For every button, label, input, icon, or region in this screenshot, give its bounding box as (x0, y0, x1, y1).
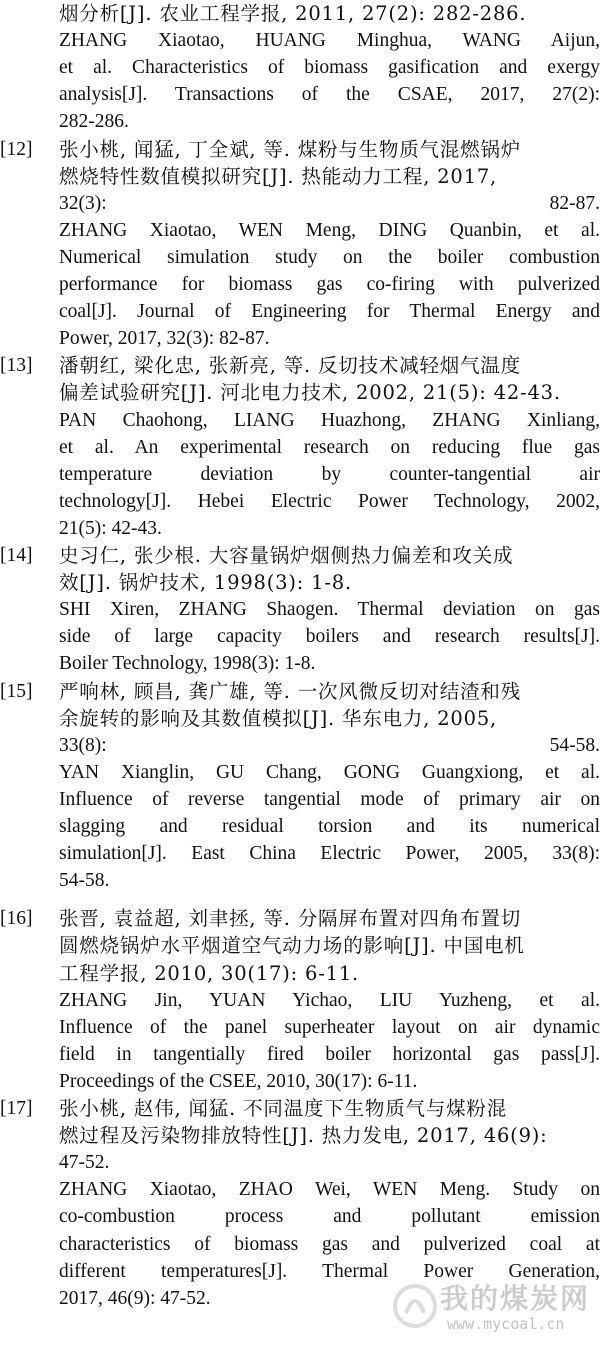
reference-line: 燃烧特性数值模拟研究[J]. 热能动力工程, 2017, (59, 164, 498, 188)
reference-line: co-combustion process and pollutant emission (59, 1206, 600, 1228)
reference-line: 21(5): 42-43. (59, 517, 162, 539)
reference-number: [15] (0, 680, 33, 702)
reference-line: ZHANG Xiaotao, ZHAO Wei, WEN Meng. Study on (59, 1179, 600, 1201)
reference-line: Proceedings of the CSEE, 2010, 30(17): 6-11. (59, 1070, 418, 1092)
reference-line: PAN Chaohong, LIANG Huazhong, ZHANG Xinliang, (59, 409, 600, 431)
reference-line: technology[J]. Hebei Electric Power Technology, 2002, (59, 490, 600, 512)
reference-number: [14] (0, 545, 33, 566)
reference-number: [12] (0, 138, 33, 160)
reference-line: simulation[J]. East China Electric Power, 2005, 33(8): (59, 843, 600, 865)
reference-line: coal[J]. Journal of Engineering for Thermal Energy and (59, 301, 600, 323)
reference-line: side of large capacity boilers and research results[J]. (59, 626, 600, 648)
reference-line: 效[J]. 锅炉技术, 1998(3): 1-8. (59, 571, 352, 595)
reference-line: Numerical simulation study on the boiler combustion (59, 246, 600, 268)
reference-line: 张小桃, 赵伟, 闻猛. 不同温度下生物质气与煤粉混 (59, 1097, 507, 1120)
reference-number: [13] (0, 355, 33, 377)
reference-line: YAN Xianglin, GU Chang, GONG Guangxiong, et al. (59, 761, 600, 783)
reference-line: 余旋转的影响及其数值模拟[J]. 华东电力, 2005, (59, 706, 498, 730)
reference-line: 张小桃, 闻猛, 丁全斌, 等. 煤粉与生物质气混燃锅炉 (59, 137, 521, 161)
reference-line: ZHANG Xiaotao, HUANG Minghua, WANG Aijun, (59, 30, 600, 52)
reference-line: 工程学报, 2010, 30(17): 6-11. (59, 961, 360, 985)
reference-line: 2017, 46(9): 47-52. (59, 1287, 211, 1309)
reference-number: [16] (0, 908, 33, 930)
reference-line: 严响林, 顾昌, 龚广雄, 等. 一次风微反切对结渣和残 (59, 679, 521, 703)
reference-line: 史习仁, 张少根. 大容量锅炉烟侧热力偏差和攻关成 (59, 544, 514, 567)
reference-line: SHI Xiren, ZHANG Shaogen. Thermal deviation on gas (59, 599, 600, 621)
reference-line: Power, 2017, 32(3): 82-87. (59, 328, 270, 350)
reference-line: different temperatures[J]. Thermal Power Generation, (59, 1260, 600, 1282)
reference-line: et al. An experimental research on reducing flue gas (59, 436, 600, 458)
reference-line: 32(3): 82-87. (59, 192, 600, 214)
reference-line: temperature deviation by counter-tangential air (59, 463, 600, 485)
mycoal-logo-icon (392, 1283, 438, 1329)
reference-line: 张晋, 袁益超, 刘聿拯, 等. 分隔屏布置对四角布置切 (59, 907, 521, 931)
reference-line: Boiler Technology, 1998(3): 1-8. (59, 653, 316, 675)
reference-line: 圆燃烧锅炉水平烟道空气动力场的影响[J]. 中国电机 (59, 934, 525, 958)
reference-line: ZHANG Jin, YUAN Yichao, LIU Yuzheng, et al. (59, 989, 600, 1011)
reference-line: 33(8): 54-58. (59, 734, 600, 756)
reference-line: 54-58. (59, 870, 110, 892)
reference-line: 燃过程及污染物排放特性[J]. 热力发电, 2017, 46(9): (59, 1124, 548, 1148)
reference-line: slagging and residual torsion and its numerical (59, 816, 600, 837)
reference-line: et al. Characteristics of biomass gasification and exergy (59, 57, 600, 79)
reference-line: 偏差试验研究[J]. 河北电力技术, 2002, 21(5): 42-43. (59, 381, 561, 405)
reference-line: 282-286. (59, 111, 129, 133)
reference-line: Influence of reverse tangential mode of primary air on (59, 788, 600, 810)
reference-line: Influence of the panel superheater layout on air dynamic (59, 1016, 600, 1038)
reference-line: ZHANG Xiaotao, WEN Meng, DING Quanbin, et al. (59, 219, 600, 241)
reference-line: analysis[J]. Transactions of the CSAE, 2017, 27(2): (59, 84, 600, 106)
reference-line: characteristics of biomass gas and pulverized coal at (59, 1233, 600, 1255)
reference-number: [17] (0, 1098, 33, 1119)
reference-line: 47-52. (59, 1152, 110, 1174)
watermark-title: 我的煤炭网 (440, 1282, 591, 1315)
reference-line: performance for biomass gas co-firing with pulverized (59, 274, 600, 295)
reference-line: field in tangentially fired boiler horizontal gas pass[J]. (59, 1043, 600, 1065)
reference-line: 烟分析[J]. 农业工程学报, 2011, 27(2): 282-286. (59, 2, 527, 25)
watermark-url: www.mycoal.cn (447, 1315, 565, 1333)
reference-line: 潘朝红, 梁化忠, 张新亮, 等. 反切技术减轻烟气温度 (59, 354, 521, 378)
